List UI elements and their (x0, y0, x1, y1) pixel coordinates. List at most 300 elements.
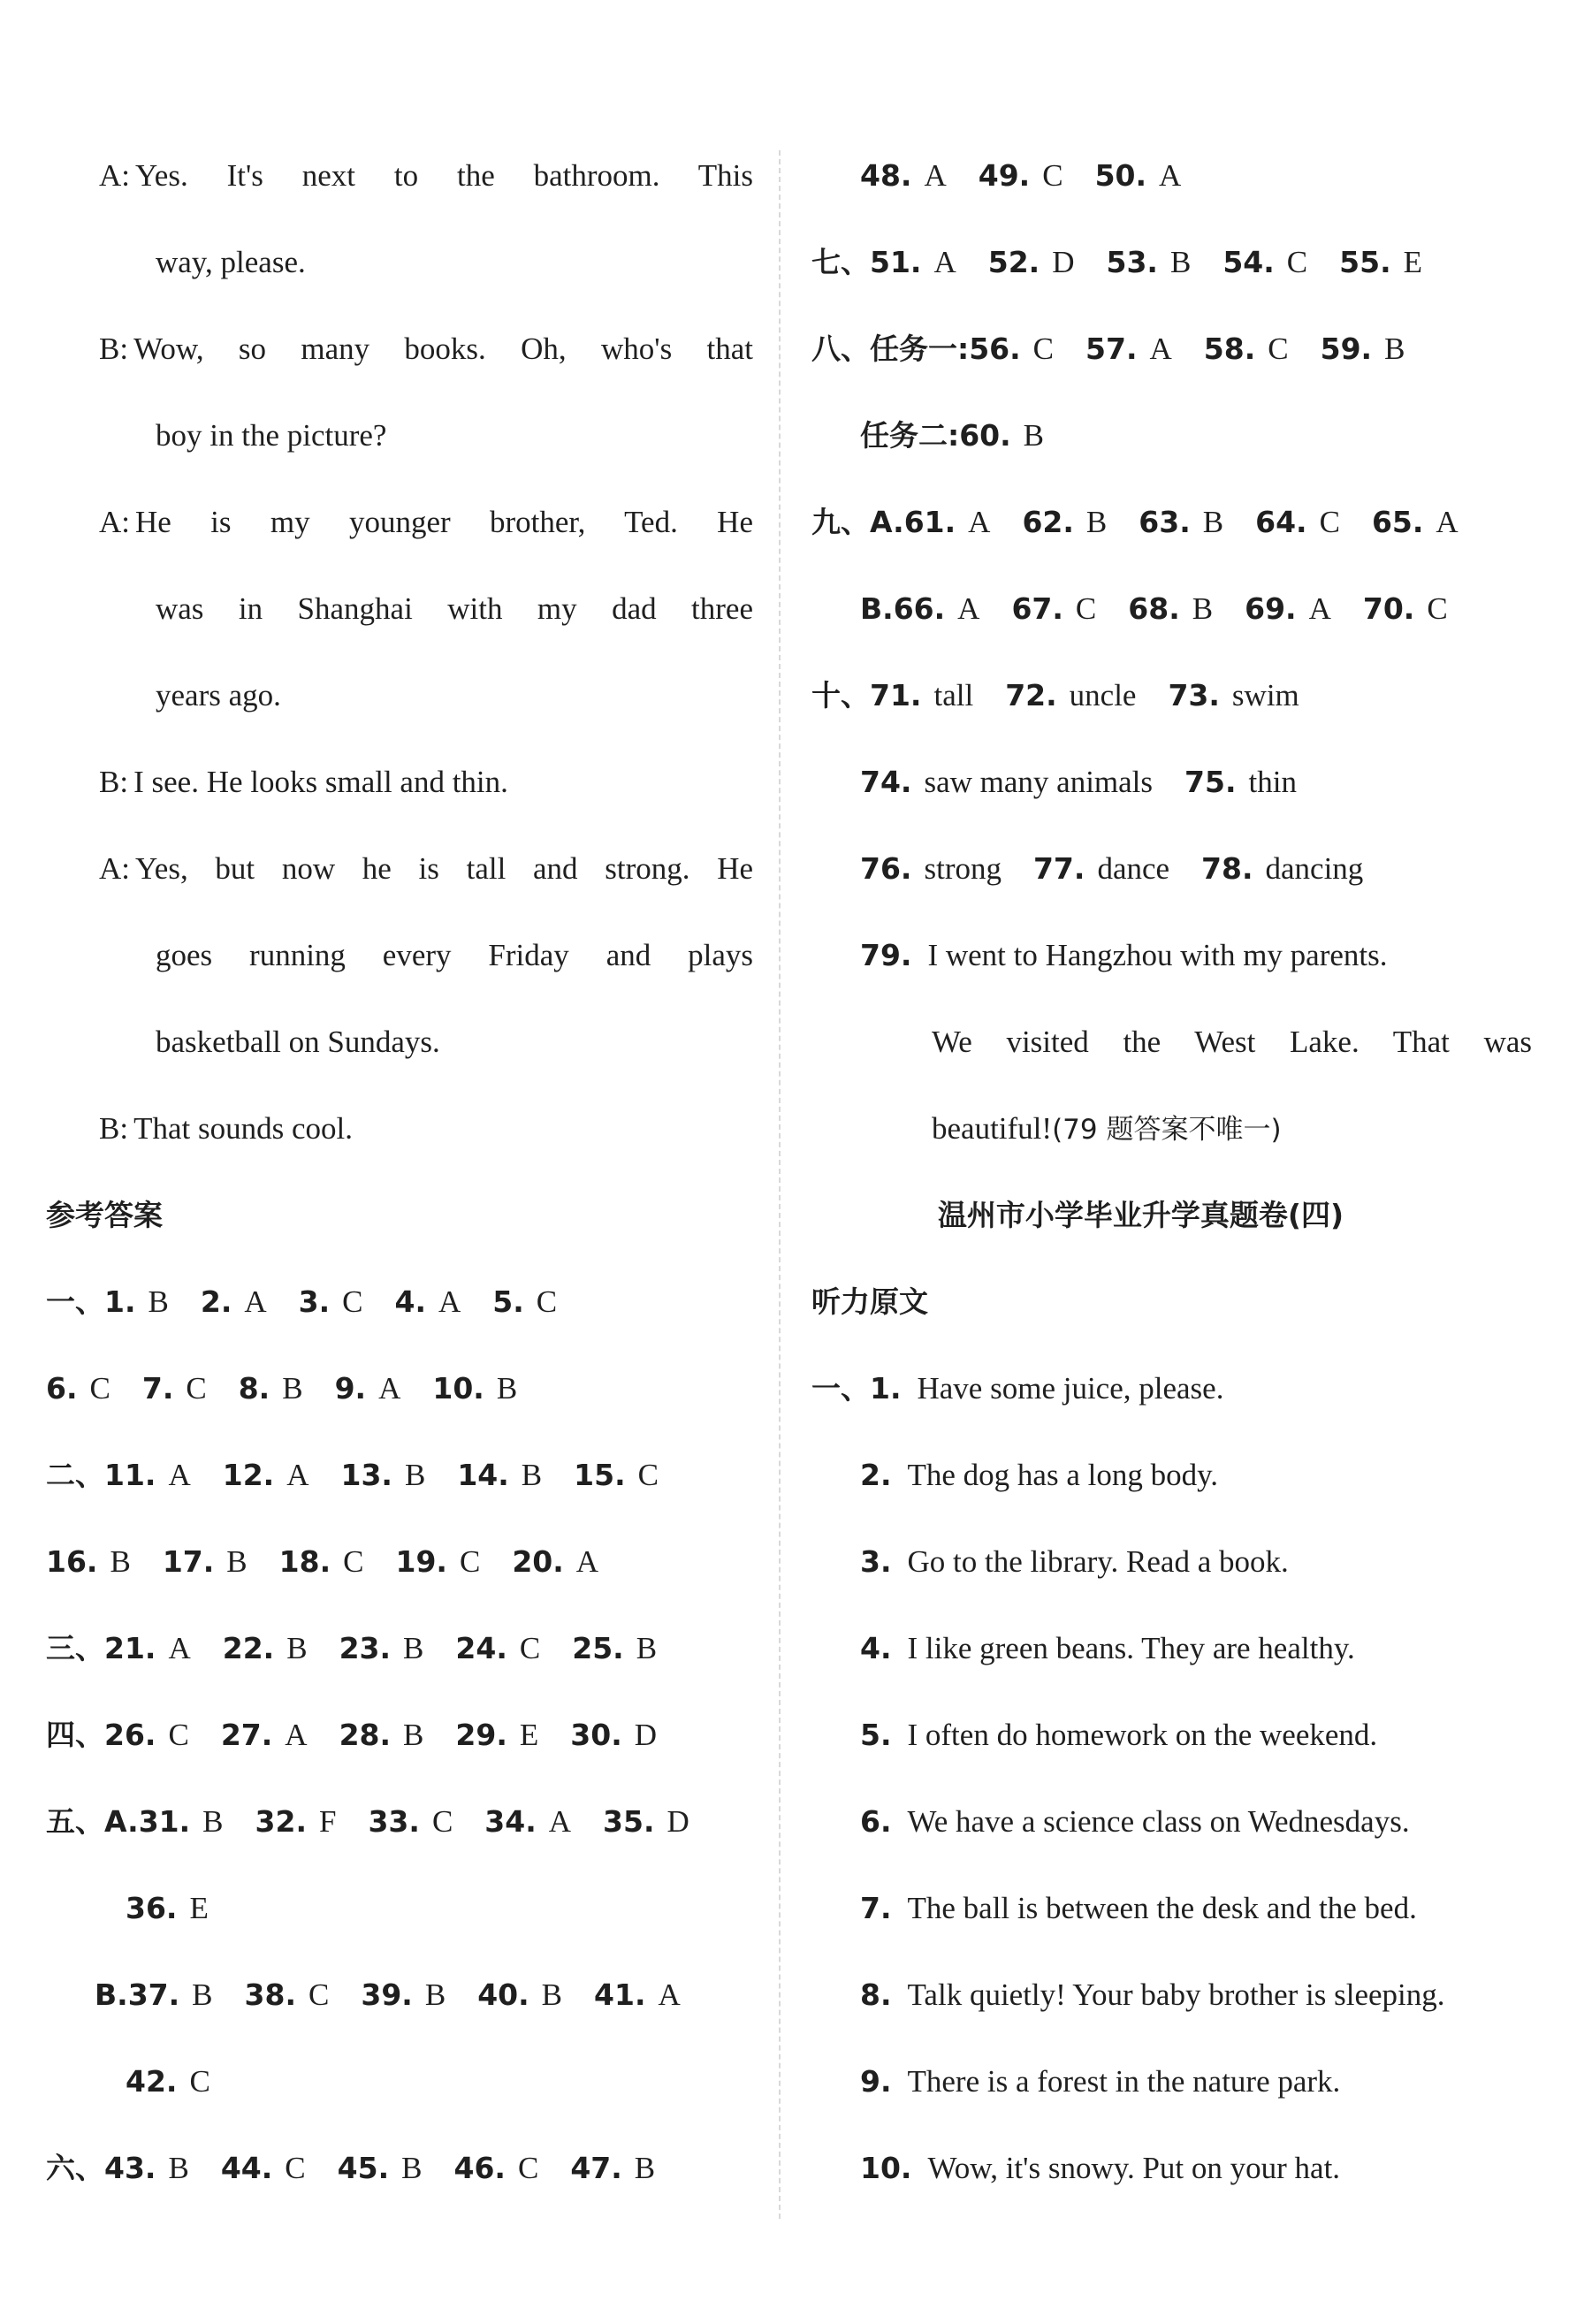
section-label: 一、 (811, 1371, 870, 1406)
answer-value: A (658, 1977, 681, 2012)
answer-value: B (202, 1804, 224, 1839)
q79-line-1: I went to Hangzhou with my parents. (927, 938, 1388, 972)
transcript-text: I often do homework on the weekend. (907, 1718, 1378, 1752)
answer-row (46, 1432, 753, 1519)
section-label: 五、A. (46, 1804, 139, 1839)
question-number: 67. (1011, 591, 1063, 626)
question-number: 15. (574, 1458, 626, 1492)
answer-list-left (46, 1259, 753, 2212)
section-label: 十、 (811, 678, 870, 712)
question-number: 60. (959, 418, 1011, 453)
answer-value: B (1023, 418, 1045, 453)
question-number: 66. (893, 591, 946, 626)
dialogue-line (46, 826, 753, 912)
speaker-separator: : (119, 331, 129, 366)
transcript-text: I like green beans. They are healthy. (907, 1631, 1355, 1665)
answer-item (279, 1519, 396, 1605)
question-number: 34. (484, 1804, 537, 1839)
answer-item (104, 1605, 223, 1692)
q79-line-2: We visited the West Lake. That was (932, 1025, 1532, 1059)
question-number: 21. (104, 1631, 156, 1665)
answer-row (46, 1779, 753, 1865)
transcript-text: The ball is between the desk and the bed. (907, 1891, 1417, 1925)
question-number: 41. (594, 1977, 646, 2012)
answer-value: C (1427, 591, 1448, 626)
question-number: 48. (860, 158, 912, 193)
answer-item (46, 1345, 142, 1432)
question-number: 54. (1222, 245, 1275, 279)
transcript-line (811, 1952, 1532, 2038)
dialogue-text: basketball on Sundays. (156, 1025, 440, 1059)
answer-value: tall (933, 678, 974, 712)
answer-value: A (286, 1458, 309, 1492)
answer-item (904, 479, 1023, 566)
question-number: 75. (1184, 765, 1237, 799)
answer-item (126, 1865, 240, 1952)
answer-item (1321, 306, 1437, 392)
dialogue-text: Yes. It's next to the bathroom. This (135, 158, 753, 193)
dialogue-line (46, 219, 753, 306)
answer-item (221, 1692, 339, 1779)
question-number: 42. (126, 2064, 178, 2099)
answer-item (339, 1692, 456, 1779)
answer-value: C (431, 1804, 453, 1839)
section-label: 任务二: (860, 418, 960, 453)
answer-value: B (1384, 331, 1405, 366)
question-number: 29. (455, 1718, 507, 1752)
answer-value: C (519, 1631, 541, 1665)
question-number: 58. (1203, 331, 1256, 366)
question-number: 5. (492, 1284, 524, 1319)
question-number: 27. (220, 1718, 273, 1752)
question-number: 44. (220, 2151, 273, 2185)
answer-value: A (168, 1631, 191, 1665)
section-label: 九、A. (811, 505, 904, 539)
question-number: 24. (455, 1631, 507, 1665)
answer-item (368, 1779, 484, 1865)
answer-value: B (226, 1544, 248, 1579)
dialogue-text: boy in the picture? (156, 418, 387, 453)
answer-item (484, 1779, 603, 1865)
answer-item (104, 1692, 221, 1779)
answer-item (1222, 219, 1339, 306)
answer-row (811, 566, 1532, 652)
answer-item (455, 1605, 572, 1692)
question-number: 22. (222, 1631, 275, 1665)
answer-item (1201, 826, 1395, 912)
answer-item (1245, 566, 1363, 652)
transcript-line (811, 1605, 1532, 1692)
speaker-label: A (99, 851, 122, 886)
question-number: 72. (1005, 678, 1057, 712)
answer-item (477, 1952, 594, 2038)
answer-value: B (192, 1977, 213, 2012)
answer-item (572, 1605, 689, 1692)
listening-transcript (811, 1345, 1532, 2212)
question-number: 12. (222, 1458, 275, 1492)
question-number: 20. (512, 1544, 564, 1579)
section-label: B. (860, 591, 894, 626)
answer-value: B (1192, 591, 1214, 626)
answer-item (492, 1259, 589, 1345)
section-label: 四、 (46, 1718, 104, 1752)
answer-list-right (811, 133, 1532, 912)
answer-item (339, 1605, 456, 1692)
question-number: 33. (368, 1804, 420, 1839)
answer-key-title: 参考答案 (46, 1198, 163, 1232)
question-number: 4. (860, 1631, 892, 1665)
answer-value: A (924, 158, 947, 193)
answer-value: A (378, 1371, 401, 1406)
dialogue-text: That sounds cool. (133, 1111, 353, 1146)
answer-item (139, 1779, 255, 1865)
question-number: 1. (104, 1284, 136, 1319)
transcript-line (811, 1865, 1532, 1952)
answer-value: C (1075, 591, 1097, 626)
question-number: 65. (1371, 505, 1424, 539)
answer-value: A (933, 245, 956, 279)
answer-item (1095, 133, 1214, 219)
answer-item (104, 2125, 221, 2212)
question-number: 53. (1106, 245, 1158, 279)
question-number: 68. (1128, 591, 1180, 626)
question-number: 52. (987, 245, 1040, 279)
answer-value: B (401, 2151, 423, 2185)
transcript-text: Have some juice, please. (917, 1371, 1224, 1406)
answer-item (335, 1345, 433, 1432)
question-number: 17. (162, 1544, 215, 1579)
dialogue-line (46, 1086, 753, 1172)
answer-item (46, 1519, 163, 1605)
answer-item (1085, 306, 1204, 392)
question-number: 9. (860, 2064, 892, 2099)
question-number: 3. (298, 1284, 331, 1319)
dialogue-line (46, 999, 753, 1086)
answer-value: strong (924, 851, 1002, 886)
question-number: 74. (860, 765, 912, 799)
transcript-line (811, 1692, 1532, 1779)
question-number: 8. (860, 1977, 892, 2012)
answer-row (46, 1865, 753, 1952)
question-number: 49. (978, 158, 1031, 193)
answer-value: E (189, 1891, 209, 1925)
right-column (811, 133, 1532, 2212)
answer-item (223, 1432, 341, 1519)
answer-item (988, 219, 1107, 306)
section-label: 八、任务一: (811, 331, 970, 366)
dialogue-text: I see. He looks small and thin. (133, 765, 508, 799)
dialogue-line (46, 392, 753, 479)
answer-value: B (634, 2151, 656, 2185)
answer-value: B (404, 1458, 426, 1492)
answer-row (46, 2038, 753, 2125)
answer-value: A (1436, 505, 1459, 539)
answer-item (142, 1345, 239, 1432)
transcript-text: There is a forest in the nature park. (907, 2064, 1341, 2099)
answer-item (457, 1432, 574, 1519)
answer-value: B (168, 2151, 189, 2185)
answer-item (969, 306, 1085, 392)
question-number: 2. (200, 1284, 232, 1319)
answer-value: C (343, 1544, 364, 1579)
dialogue-line (46, 566, 753, 652)
answer-value: B (282, 1371, 303, 1406)
question-number: 5. (860, 1718, 892, 1752)
answer-item (361, 1952, 477, 2038)
question-number: 51. (870, 245, 922, 279)
answer-item (594, 1952, 712, 2038)
question-number: 62. (1022, 505, 1074, 539)
answer-item (1139, 479, 1255, 566)
answer-item (432, 1345, 549, 1432)
exam-title: 温州市小学毕业升学真题卷(四) (937, 1198, 1344, 1232)
answer-row (811, 219, 1532, 306)
question-number: 50. (1094, 158, 1147, 193)
answer-item (1372, 479, 1490, 566)
dialogue-text: goes running every Friday and plays (156, 938, 753, 972)
question-number: 7. (860, 1891, 892, 1925)
answer-item (1339, 219, 1454, 306)
transcript-line (811, 1519, 1532, 1605)
answer-item (574, 1432, 690, 1519)
dialogue-line (46, 133, 753, 219)
transcript-text: We have a science class on Wednesdays. (907, 1804, 1410, 1839)
answer-value: C (1268, 331, 1289, 366)
answer-value: C (1286, 245, 1308, 279)
question-number: 8. (238, 1371, 270, 1406)
dialogue-line (46, 912, 753, 999)
speaker-label: A (99, 505, 122, 539)
question-number: 35. (603, 1804, 655, 1839)
question-number: 69. (1245, 591, 1297, 626)
answer-value: dance (1097, 851, 1170, 886)
answer-value: C (1319, 505, 1340, 539)
dialogue-transcript (46, 133, 753, 1172)
answer-row (46, 1605, 753, 1692)
answer-item (163, 1519, 279, 1605)
answer-value: E (1403, 245, 1423, 279)
section-label: 三、 (46, 1631, 104, 1665)
answer-value: C (459, 1544, 481, 1579)
answer-item (245, 1952, 362, 2038)
answer-row (811, 652, 1532, 739)
answer-value: B (636, 1631, 658, 1665)
question-number: 47. (570, 2151, 622, 2185)
answer-item (1022, 479, 1139, 566)
answer-item (1033, 826, 1201, 912)
answer-value: C (536, 1284, 558, 1319)
section-label: 六、 (46, 2151, 104, 2185)
answer-value: C (308, 1977, 330, 2012)
answer-item (104, 1432, 223, 1519)
answer-item (453, 2125, 570, 2212)
question-number: 10. (432, 1371, 484, 1406)
transcript-line (811, 1345, 1532, 1432)
answer-value: C (89, 1371, 110, 1406)
answer-row (811, 739, 1532, 826)
left-column (46, 133, 753, 2212)
answer-value: C (1042, 158, 1063, 193)
answer-row (811, 133, 1532, 219)
question-number: 39. (361, 1977, 413, 2012)
answer-item (860, 826, 1033, 912)
question-number: 23. (339, 1631, 392, 1665)
dialogue-text: Wow, so many books. Oh, who's that (133, 331, 753, 366)
answer-value: A (957, 591, 980, 626)
question-number: 45. (337, 2151, 390, 2185)
question-number: 78. (1201, 851, 1253, 886)
answer-value: B (424, 1977, 446, 2012)
answer-row (46, 1259, 753, 1345)
answer-item (894, 566, 1012, 652)
question-number: 38. (244, 1977, 296, 2012)
answer-item (860, 739, 1184, 826)
speaker-label: B (99, 331, 120, 366)
question-number: 56. (969, 331, 1021, 366)
answer-item (455, 1692, 570, 1779)
question-number: 13. (340, 1458, 392, 1492)
answer-item (1184, 739, 1329, 826)
transcript-line (811, 2038, 1532, 2125)
question-number: 19. (395, 1544, 447, 1579)
question-number: 77. (1032, 851, 1085, 886)
answer-item (221, 2125, 338, 2212)
answer-row (46, 1952, 753, 2038)
question-number: 57. (1085, 331, 1138, 366)
answer-value: dancing (1265, 851, 1364, 886)
q79-line-3: beautiful! (932, 1111, 1053, 1146)
answer-value: A (1308, 591, 1331, 626)
transcript-line (811, 2125, 1532, 2212)
question-number: 61. (903, 505, 956, 539)
answer-value: A (1149, 331, 1172, 366)
speaker-separator: : (121, 505, 131, 539)
answer-value: B (110, 1544, 131, 1579)
answer-item (395, 1259, 493, 1345)
answer-item (126, 2038, 242, 2125)
answer-item (870, 219, 988, 306)
section-label: B. (95, 1977, 128, 2012)
answer-item (1107, 219, 1223, 306)
answer-value: A (968, 505, 991, 539)
dialogue-text: was in Shanghai with my dad three (156, 591, 753, 626)
transcript-line (811, 1432, 1532, 1519)
question-number: 26. (104, 1718, 156, 1752)
answer-item (1204, 306, 1321, 392)
answer-item (395, 1519, 512, 1605)
question-number: 73. (1168, 678, 1220, 712)
question-number: 16. (46, 1544, 98, 1579)
answer-value: B (403, 1718, 424, 1752)
answer-item (570, 2125, 687, 2212)
answer-item (1255, 479, 1372, 566)
answer-item (299, 1259, 395, 1345)
answer-value: B (1202, 505, 1224, 539)
answer-value: D (1052, 245, 1075, 279)
answer-value: B (496, 1371, 518, 1406)
question-number: 9. (334, 1371, 367, 1406)
question-number: 64. (1255, 505, 1307, 539)
dialogue-line (46, 739, 753, 826)
answer-item (512, 1519, 630, 1605)
answer-value: F (319, 1804, 337, 1839)
answer-row (811, 826, 1532, 912)
question-number: 30. (570, 1718, 622, 1752)
question-number: 70. (1362, 591, 1415, 626)
transcript-text: The dog has a long body. (907, 1458, 1219, 1492)
answer-value: uncle (1069, 678, 1137, 712)
question-number: 7. (141, 1371, 174, 1406)
answer-item (959, 392, 1076, 479)
transcript-text: Wow, it's snowy. Put on your hat. (927, 2151, 1341, 2185)
speaker-label: B (99, 765, 120, 799)
speaker-separator: : (119, 1111, 129, 1146)
question-number: 46. (453, 2151, 506, 2185)
answer-item (603, 1779, 721, 1865)
answer-value: C (168, 1718, 189, 1752)
answer-value: swim (1231, 678, 1299, 712)
question-number: 40. (477, 1977, 529, 2012)
answer-value: C (285, 2151, 306, 2185)
answer-value: C (342, 1284, 363, 1319)
question-number: 10. (860, 2151, 912, 2185)
answer-value: D (634, 1718, 658, 1752)
answer-item (338, 2125, 454, 2212)
answer-item (1168, 652, 1330, 739)
answer-item (1011, 566, 1128, 652)
question-number: 55. (1339, 245, 1391, 279)
answer-item (239, 1345, 335, 1432)
answer-item (255, 1779, 369, 1865)
speaker-label: A (99, 158, 122, 193)
answer-item (979, 133, 1095, 219)
answer-value: C (1032, 331, 1055, 366)
answer-row (46, 1345, 753, 1432)
answer-value: E (519, 1718, 539, 1752)
answer-value: A (438, 1284, 461, 1319)
question-number: 4. (394, 1284, 426, 1319)
answer-item (223, 1605, 339, 1692)
answer-item (1128, 566, 1245, 652)
answer-value: B (286, 1631, 308, 1665)
dialogue-line (46, 652, 753, 739)
question-number: 43. (104, 2151, 156, 2185)
dialogue-text: way, please. (156, 245, 306, 279)
dialogue-text: He is my younger brother, Ted. He (135, 505, 753, 539)
answer-value: B (541, 1977, 563, 2012)
question-number: 2. (860, 1458, 892, 1492)
question-number: 71. (870, 678, 922, 712)
question-number: 3. (860, 1544, 892, 1579)
answer-value: C (517, 2151, 539, 2185)
answer-value: A (1159, 158, 1182, 193)
question-number: 18. (278, 1544, 331, 1579)
answer-item (1005, 652, 1168, 739)
question-number: 37. (127, 1977, 180, 2012)
answer-value: B (1169, 245, 1192, 279)
speaker-separator: : (119, 765, 129, 799)
answer-value: B (521, 1458, 543, 1492)
answer-value: B (1085, 505, 1108, 539)
answer-item (104, 1259, 201, 1345)
answer-row (811, 392, 1532, 479)
answer-value: A (285, 1718, 308, 1752)
answer-value: B (403, 1631, 424, 1665)
transcript-line (811, 1779, 1532, 1865)
section-label: 七、 (811, 245, 870, 279)
q79-note: (79 题答案不唯一) (1052, 1114, 1282, 1146)
answer-row (811, 306, 1532, 392)
